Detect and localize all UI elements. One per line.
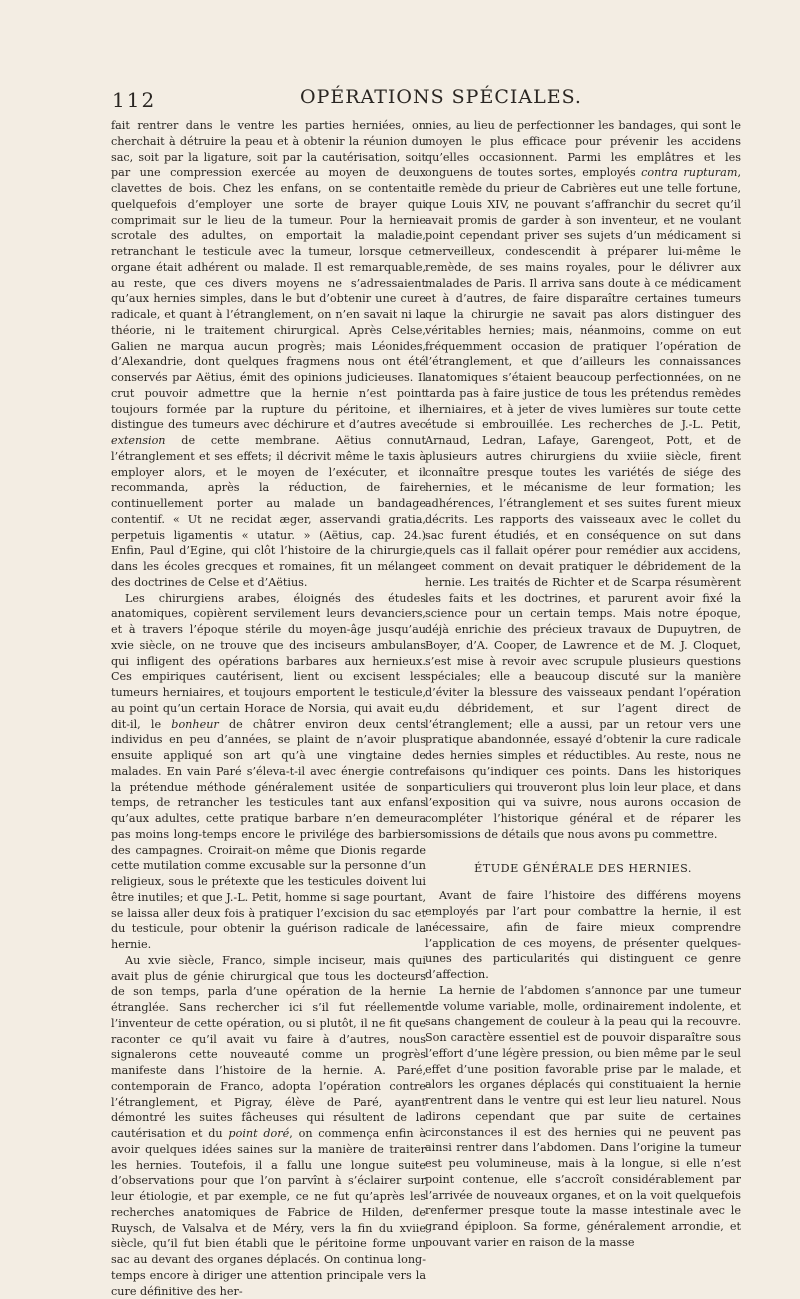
paragraph: Avant de faire l’histoire des différens moyens employés par l’art pour combattre la hernie, il est nécessaire, afin de faire mieux comprendre l’application de ces moyens, de présenter quelques-unes des particularités qui distinguent ce genre d’affection. xyxy=(425,889,741,981)
running-title: OPÉRATIONS SPÉCIALES. xyxy=(300,86,582,108)
paragraph: Les chirurgiens arabes, éloignés des études anatomiques, copièrent servilement leurs devanciers, et à travers l’époque stérile du moyen-âge jusqu’au xvie siècle, on ne trouve que des inciseurs ambulans qui infligent des opérations barbares aux hernieux. Ces empiriques cautérisent, lient ou excisent les tumeurs herniaires, et toujours emportent le testicule, au point qu’un certain Horace de Norsia, qui avait eu, dit-il, le bonheur de châtrer environ deux cents individus en peu d’années, se plaint de n’avoir plus ensuite appliqué son art qu’à une vingtaine de malades. En vain Paré s’éleva-t-il avec énergie contre la prétendue méthode généralement usitée de son temps, de retrancher les testicules tant aux enfans qu’aux adultes, cette pratique barbare n’en demeura pas moins long-temps encore le privilége des barbiers des campagnes. Croirait-on même que Dionis regarde cette mutilation comme excusable sur la personne d’un religieux, sous le prétexte que les testicules doivent lui être inutiles; et que J.-L. Petit, homme si sage pourtant, se laissa aller deux fois à pratiquer l’excision du sac et du testicule, pour obtenir la guérison radicale de la hernie. xyxy=(111,591,427,951)
paragraph: nies, au lieu de perfectionner les bandages, qui sont le moyen le plus efficace pour prévenir les accidens qu’elles occasionnent. Parmi les emplâtres et les onguens de toutes sortes, employés contra rupturam, le remède du prieur de Cabrières eut une telle fortune, que Louis XIV, ne pouvant s’affranchir du secret qu’il avait promis de garder à son inventeur, et ne voulant point cependant priver ses sujets d’un médicament si merveilleux, condescendit à préparer lui-même le remède, de ses mains royales, pour le délivrer aux malades de Paris. Il arriva sans doute à ce médicament et à d’autres, de faire disparaître certaines tumeurs que la chirurgie ne savait pas alors distinguer des véritables hernies; mais, néanmoins, comme on eut fréquemment occasion de pratiquer l’opération de l’étranglement, et que d’ailleurs les connaissances anatomiques s’étaient beaucoup perfectionnées, on ne tarda pas à faire justice de tous les prétendus remèdes herniaires, et à jeter de vives lumières sur toute cette étude si embrouillée. Les recherches de J.-L. Petit, Arnaud, Ledran, Lafaye, Garengeot, Pott, et de plusieurs autres chirurgiens du xviiie siècle, firent connaître presque toutes les variétés de siége des hernies, et le mécanisme de leur formation; les adhérences, l’étranglement et ses suites furent mieux décrits. Les rapports des vaisseaux avec le collet du sac furent étudiés, et en conséquence on sut dans quels cas il fallait opérer pour remédier aux accidens, et comment on devait pratiquer le débridement de la hernie. Les traités de Richter et de Scarpa résumèrent les faits et les doctrines, et parurent avoir fixé la science pour un certain temps. Mais notre époque, déjà enrichie des précieux travaux de Dupuytren, de Boyer, d’A. Cooper, de Lawrence et de M. J. Cloquet, s’est mise à revoir avec scrupule plusieurs questions spéciales; elle a beaucoup discuté sur la manière d’éviter la blessure des vaisseaux pendant l’opération du débridement, et sur l’agent direct de l’étranglement; elle a aussi, par un retour vers une pratique abandonnée, essayé d’obtenir la cure radicale des hernies simples et réductibles. Au reste, nous ne faisons qu’indiquer ces points. Dans les historiques particuliers qui trouveront plus loin leur place, et dans l’exposition qui va suivre, nous aurons occasion de compléter l’historique général et de réparer les omissions de détails que nous avons pu commettre. xyxy=(425,119,741,841)
paragraph: fait rentrer dans le ventre les parties herniées, on cherchait à détruire la peau et à obtenir la réunion du sac, soit par la ligature, soit par la cautérisation, soit par une compression exercée au moyen de deux clavettes de bois. Chez les enfans, on se contentait quelquefois d’employer une sorte de brayer qui comprimait sur le lieu de la tumeur. Pour la hernie scrotale des adultes, on emportait la maladie, retranchant le testicule avec la tumeur, lorsque cet organe était adhérent ou malade. Il est remarquable, au reste, que ces divers moyens ne s’adressaient qu’aux hernies simples, dans le but d’obtenir une cure radicale, et quant à l’étranglement, on n’en savait ni la théorie, ni le traitement chirurgical. Après Celse, Galien ne marqua aucun progrès; mais Léonides, d’Alexandrie, dont quelques fragmens nous ont été conservés par Aëtius, émit des opinions judicieuses. Il crut pouvoir admettre que la hernie n’est point toujours formée par la rupture du péritoine, et il distingue des tumeurs avec déchirure et d’autres avec extension de cette membrane. Aëtius connut l’étranglement et ses effets; il décrivit même le taxis à employer alors, et le moyen de l’exécuter, et il recommanda, après la réduction, de faire continuellement porter au malade un bandage contentif. « Ut ne recidat æger, asservandi gratia, perpetuis ligamentis « utatur. » (Aëtius, cap. 24.) Enfin, Paul d’Egine, qui clôt l’histoire de la chirurgie, dans les écoles grecques et romaines, fit un mélange des doctrines de Celse et d’Aëtius. xyxy=(111,119,426,589)
left-column xyxy=(111,118,426,1299)
section-title: ÉTUDE GÉNÉRALE DES HERNIES. xyxy=(474,861,692,875)
paragraph: La hernie de l’abdomen s’annonce par une tumeur de volume variable, molle, ordinairement indolente, et sans changement de couleur à la peau qui la recouvre. Son caractère essentiel est de pouvoir disparaître sous l’effort d’une légère pression, ou bien même par le seul effet d’une position favorable prise par le malade, et alors les organes déplacés qui constituaient la hernie rentrent dans le ventre qui est leur lieu naturel. Nous dirons cependant que par suite de certaines circonstances il est des hernies qui ne peuvent pas ainsi rentrer dans l’abdomen. Dans l’origine la tumeur est peu volumineuse, mais à la longue, si elle n’est point contenue, elle s’accroît considérablement par l’arrivée de nouveaux organes, et on la voit quelquefois renfermer presque toute la masse intestinale avec le grand épiploon. Sa forme, généralement arrondie, et pouvant varier en raison de la masse xyxy=(425,983,741,1249)
paragraph: Au xvie siècle, Franco, simple inciseur, mais qui avait plus de génie chirurgical que tous les docteurs de son temps, parla d’une opération de la hernie étranglée. Sans rechercher ici s’il fut réellement l’inventeur de cette opération, ou si plutôt, il ne fit que raconter ce qu’il avait vu faire à d’autres, nous signalerons cette nouveauté comme un progrès manifeste dans l’histoire de la hernie. A. Paré, contemporain de Franco, adopta l’opération contre l’étranglement, et Pigray, élève de Paré, ayant démontré les suites fâcheuses qui résultent de la cautérisation et du point doré, on commença enfin à avoir quelques idées saines sur la manière de traiter les hernies. Toutefois, il a fallu une longue suite d’observations pour que l’on parvînt à s’éclairer sur leur étiologie, et par exemple, ce ne fut qu’après les recherches anatomiques de Fabrice de Hilden, de Ruysch, de Valsalva et de Méry, vers la fin du xviie siècle, qu’il fut bien établi que le péritoine forme un sac au devant des organes déplacés. On continua long-temps encore à diriger une attention principale vers la cure définitive des her- xyxy=(111,953,426,1298)
right-column xyxy=(425,118,741,1251)
page-number: 112 xyxy=(112,88,157,112)
